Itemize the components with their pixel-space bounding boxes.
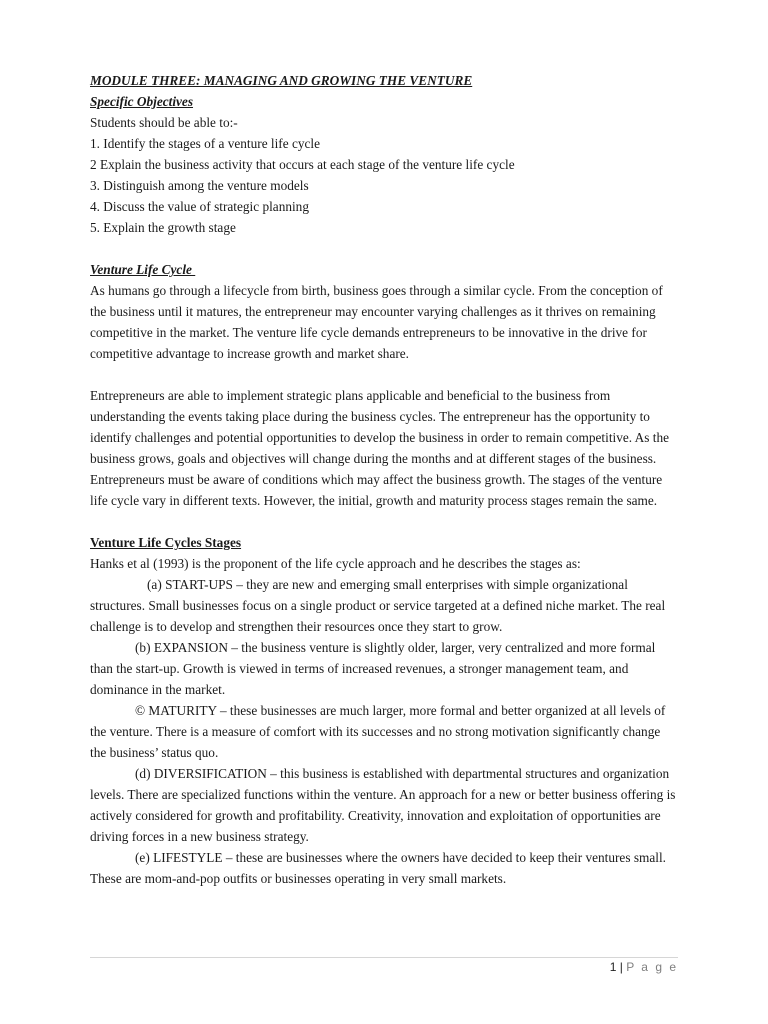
objectives-heading: Specific Objectives (90, 94, 194, 109)
page-separator: | (619, 960, 623, 974)
objective-item: 4. Discuss the value of strategic planning (90, 199, 309, 214)
objective-item: 2 Explain the business activity that occurs at each stage of the venture life cycle (90, 157, 515, 172)
page-footer (610, 960, 678, 974)
objective-item: 5. Explain the growth stage (90, 220, 236, 235)
objective-item: 1. Identify the stages of a venture life cycle (90, 136, 321, 151)
page-number: 1 (609, 960, 617, 974)
stage-item-startups: (a) START-UPS – they are new and emerging small enterprises with simple organizational structures. Small businesses focus on a single product or service targeted at a defined niche market. The real challenge is to develop and strengthen their resources once they start to grow. (90, 577, 666, 634)
stage-item-diversification: (d) DIVERSIFICATION – this business is established with departmental structures and organization levels. There are specialized functions within the venture. An approach for a new or better business offering is actively considered for growth and profitability. Creativity, innovation and exploitation of opportunities are driving forces in a new business strategy. (90, 766, 676, 844)
objectives-intro: Students should be able to:- (90, 115, 238, 130)
objective-item: 3. Distinguish among the venture models (90, 178, 309, 193)
page-label: P a g e (626, 960, 678, 974)
stage-item-expansion: (b) EXPANSION – the business venture is slightly older, larger, very centralized and more formal than the start-up. Growth is viewed in terms of increased revenues, a stronger management team, and dominance in the market. (90, 640, 656, 697)
stages-heading: Venture Life Cycles Stages (90, 535, 242, 550)
footer-divider (90, 957, 678, 958)
stages-intro: Hanks et al (1993) is the proponent of the life cycle approach and he describes the stages as: (90, 556, 581, 571)
module-title: MODULE THREE: MANAGING AND GROWING THE VENTURE (90, 73, 473, 88)
stage-item-lifestyle: (e) LIFESTYLE – these are businesses where the owners have decided to keep their ventures small. These are mom-and-pop outfits or businesses operating in very small markets. (90, 850, 666, 886)
life-cycle-paragraph: As humans go through a lifecycle from birth, business goes through a similar cycle. From the conception of the business until it matures, the entrepreneur may encounter varying challenges as it thrives on remaining competitive in the market. The venture life cycle demands entrepreneurs to be innovative in the drive for competitive advantage to increase growth and market share. (90, 283, 663, 361)
life-cycle-paragraph: Entrepreneurs must be aware of conditions which may affect the business growth. The stages of the venture life cycle vary in different texts. However, the initial, growth and maturity process stages remain the same. (90, 472, 663, 508)
life-cycle-heading: Venture Life Cycle (90, 262, 196, 277)
stage-item-maturity: © MATURITY – these businesses are much larger, more formal and better organized at all levels of the venture. There is a measure of comfort with its successes and no strong motivation significantly change the business’ status quo. (90, 703, 666, 760)
page-content (90, 70, 678, 889)
life-cycle-paragraph: Entrepreneurs are able to implement strategic plans applicable and beneficial to the business from understanding the events taking place during the business cycles. The entrepreneur has the opportunity to identify challenges and potential opportunities to develop the business in order to remain competitive. As the business grows, goals and objectives will change during the months and at different stages of the business. (90, 388, 670, 466)
